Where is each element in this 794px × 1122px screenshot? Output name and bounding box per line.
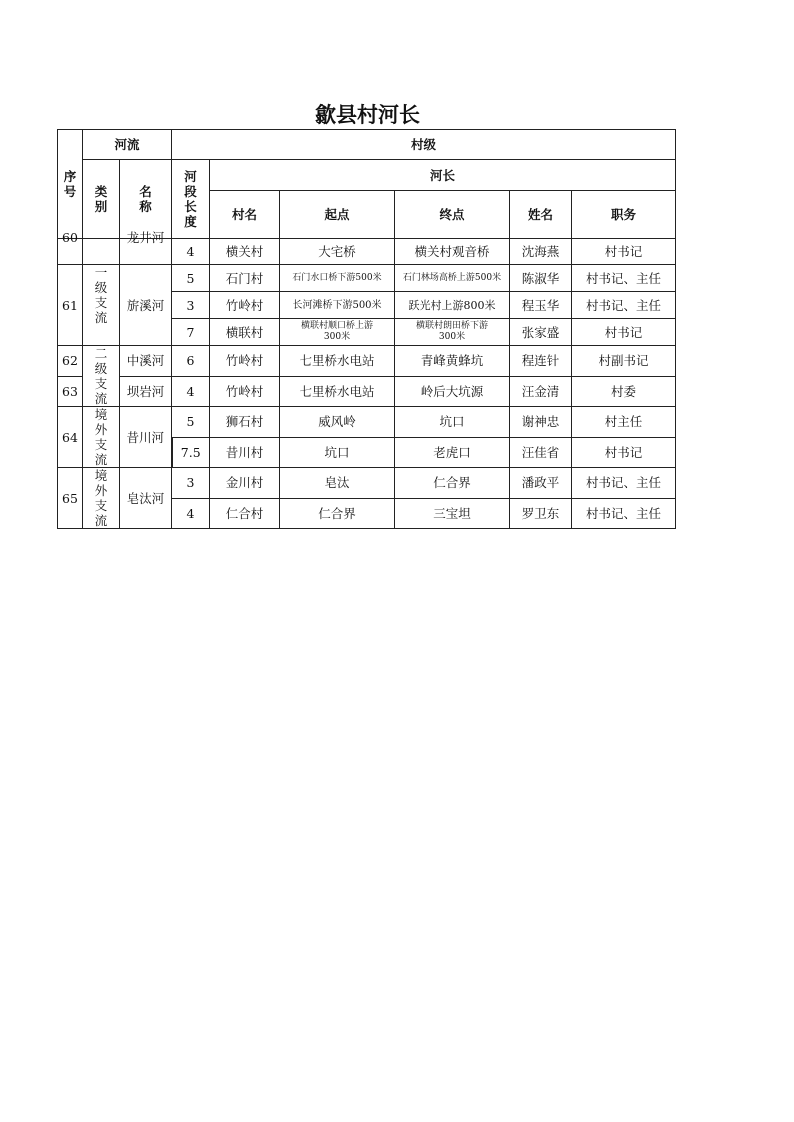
length-cell: 4	[172, 498, 210, 529]
length-cell: 4	[172, 376, 210, 407]
header-village: 村名	[210, 191, 280, 239]
header-name: 名称	[120, 160, 172, 239]
header-village-level: 村级	[172, 130, 676, 160]
seq-cell: 64	[58, 407, 83, 468]
village-cell: 金川村	[210, 468, 280, 499]
header-position: 职务	[572, 191, 676, 239]
end-cell: 坑口	[395, 407, 510, 438]
position-cell: 村书记、主任	[572, 292, 676, 319]
table-row	[58, 239, 676, 265]
length-cell: 7	[172, 319, 210, 346]
end-cell: 仁合界	[395, 468, 510, 499]
header-category: 类别	[83, 160, 120, 239]
length-cell: 3	[172, 468, 210, 499]
start-cell: 威风岭	[280, 407, 395, 438]
start-cell: 皂汰	[280, 468, 395, 499]
end-cell: 三宝坦	[395, 498, 510, 529]
village-cell: 狮石村	[210, 407, 280, 438]
person-cell: 沈海燕	[510, 239, 572, 265]
position-cell: 村书记、主任	[572, 498, 676, 529]
river-name-cell: 中溪河	[120, 346, 172, 377]
end-cell: 跃光村上游800米	[395, 292, 510, 319]
seq-cell: 62	[58, 346, 83, 377]
table-row	[58, 376, 676, 407]
position-cell: 村副书记	[572, 346, 676, 377]
length-cell: 4	[172, 239, 210, 265]
position-cell: 村主任	[572, 407, 676, 438]
position-cell: 村书记	[572, 319, 676, 346]
category-cell: 一级支流	[83, 265, 120, 346]
seq-cell: 60	[58, 239, 83, 265]
end-cell: 横联村朗田桥下游300米	[395, 319, 510, 346]
end-cell: 青峰黄蜂坑	[395, 346, 510, 377]
start-cell: 横联村顺口桥上游300米	[280, 319, 395, 346]
start-cell: 石门水口桥下游500米	[280, 265, 395, 292]
village-cell: 竹岭村	[210, 292, 280, 319]
position-cell: 村书记	[572, 437, 676, 468]
header-seq: 序号	[58, 130, 83, 239]
river-name-cell: 旂溪河	[120, 265, 172, 346]
person-cell: 程连针	[510, 346, 572, 377]
table-row	[58, 468, 676, 499]
header-river: 河流	[83, 130, 172, 160]
seq-cell: 63	[58, 376, 83, 407]
table-row	[58, 407, 676, 438]
person-cell: 陈淑华	[510, 265, 572, 292]
start-cell: 长河滩桥下游500米	[280, 292, 395, 319]
category-cell: 境外支流	[83, 468, 120, 529]
position-cell: 村委	[572, 376, 676, 407]
person-cell: 罗卫东	[510, 498, 572, 529]
person-cell: 程玉华	[510, 292, 572, 319]
start-cell: 仁合界	[280, 498, 395, 529]
start-cell: 大宅桥	[280, 239, 395, 265]
page-title: 歙县村河长	[315, 103, 420, 127]
start-cell: 坑口	[280, 437, 395, 468]
category-cell: 二级支流	[83, 346, 120, 407]
table-row	[58, 346, 676, 377]
person-cell: 潘政平	[510, 468, 572, 499]
position-cell: 村书记	[572, 239, 676, 265]
seq-cell: 65	[58, 468, 83, 529]
header-person: 姓名	[510, 191, 572, 239]
start-cell: 七里桥水电站	[280, 376, 395, 407]
header-start: 起点	[280, 191, 395, 239]
person-cell: 汪佳省	[510, 437, 572, 468]
person-cell: 谢神忠	[510, 407, 572, 438]
village-cell: 竹岭村	[210, 376, 280, 407]
length-cell: 7.5	[172, 437, 210, 468]
length-cell: 5	[172, 265, 210, 292]
end-cell: 横关村观音桥	[395, 239, 510, 265]
village-cell: 竹岭村	[210, 346, 280, 377]
header-end: 终点	[395, 191, 510, 239]
position-cell: 村书记、主任	[572, 265, 676, 292]
village-cell: 横联村	[210, 319, 280, 346]
seq-cell: 61	[58, 265, 83, 346]
river-name-cell: 皂汰河	[120, 468, 172, 529]
village-cell: 石门村	[210, 265, 280, 292]
length-cell: 6	[172, 346, 210, 377]
end-cell: 石门林场高桥上游500米	[395, 265, 510, 292]
category-cell	[83, 239, 120, 265]
end-cell: 老虎口	[395, 437, 510, 468]
village-cell: 仁合村	[210, 498, 280, 529]
length-cell: 5	[172, 407, 210, 438]
header-length: 河段长度	[172, 160, 210, 239]
length-cell: 3	[172, 292, 210, 319]
river-chief-table	[57, 129, 676, 529]
category-cell: 境外支流	[83, 407, 120, 468]
river-name-cell: 昔川河	[120, 407, 172, 468]
start-cell: 七里桥水电站	[280, 346, 395, 377]
village-cell: 横关村	[210, 239, 280, 265]
river-name-cell: 坝岩河	[120, 376, 172, 407]
village-cell: 昔川村	[210, 437, 280, 468]
position-cell: 村书记、主任	[572, 468, 676, 499]
river-name-cell: 龙井河	[120, 239, 172, 265]
header-river-chief: 河长	[210, 160, 676, 191]
person-cell: 汪金清	[510, 376, 572, 407]
end-cell: 岭后大坑源	[395, 376, 510, 407]
table-row	[58, 265, 676, 292]
person-cell: 张家盛	[510, 319, 572, 346]
